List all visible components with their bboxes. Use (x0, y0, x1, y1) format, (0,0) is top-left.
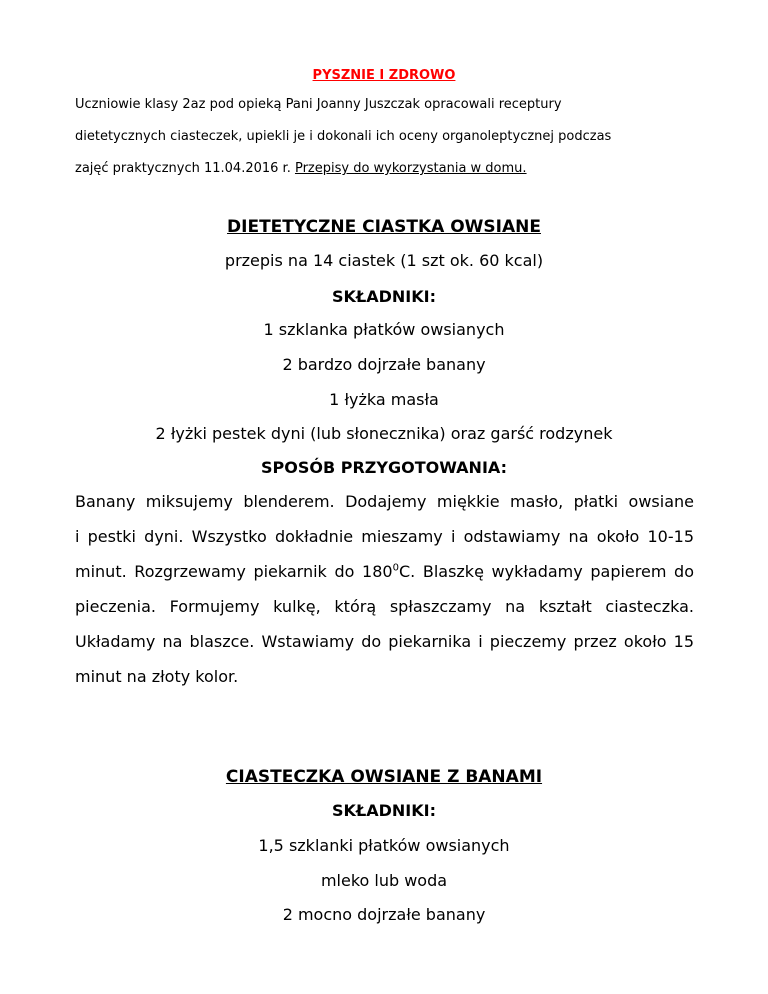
recipe1-ingredient: 1 łyżka masła (329, 390, 439, 409)
recipe1-method-line: pieczenia. Formujemy kulkę, którą spłaszczamy na kształt ciasteczka. (75, 597, 694, 616)
intro-line-2: dietetycznych ciasteczek, upiekli je i dokonali ich oceny organoleptycznej podczas (75, 129, 612, 144)
page-title: PYSZNIE I ZDROWO (312, 68, 456, 83)
intro-line-3 (75, 161, 527, 176)
recipe1-ingredient: 2 bardzo dojrzałe banany (282, 355, 486, 374)
recipe1-method-line: Banany miksujemy blenderem. Dodajemy miękkie masło, płatki owsiane (75, 492, 694, 511)
recipe1-ingredient: 2 łyżki pestek dyni (lub słonecznika) oraz garść rodzynek (155, 424, 613, 443)
method-temp-suffix: C. Blaszkę wykładamy papierem do (398, 562, 694, 581)
recipe1-ingredient: 1 szklanka płatków owsianych (263, 320, 505, 339)
recipe1-method-line: Układamy na blaszce. Wstawiamy do piekarnika i pieczemy przez około 15 (75, 632, 694, 651)
method-temp-prefix: minut. Rozgrzewamy piekarnik do 180 (75, 562, 393, 581)
recipe2-ingredient: mleko lub woda (320, 871, 448, 890)
intro-date-text: zajęć praktycznych 11.04.2016 r. (75, 161, 295, 176)
recipe1-ingredients-heading: SKŁADNIKI: (332, 287, 436, 306)
recipe2-ingredient: 2 mocno dojrzałe banany (282, 905, 486, 924)
recipe1-method-line (75, 562, 694, 581)
method-temp-degree: 0 (392, 562, 399, 574)
recipe1-method-line: i pestki dyni. Wszystko dokładnie mieszamy i odstawiamy na około 10-15 (75, 527, 694, 546)
intro-underlined-note: Przepisy do wykorzystania w domu. (294, 161, 527, 176)
recipe1-title: DIETETYCZNE CIASTKA OWSIANE (227, 217, 541, 237)
recipe2-title: CIASTECZKA OWSIANE Z BANAMI (225, 767, 543, 787)
recipe1-method-heading: SPOSÓB PRZYGOTOWANIA: (261, 458, 507, 477)
recipe2-ingredients-heading: SKŁADNIKI: (332, 801, 436, 820)
recipe2-ingredient: 1,5 szklanki płatków owsianych (258, 836, 510, 855)
intro-line-1: Uczniowie klasy 2az pod opieką Pani Joanny Juszczak opracowali receptury (75, 97, 562, 112)
recipe1-method-line: minut na złoty kolor. (75, 667, 239, 686)
recipe1-subtitle: przepis na 14 ciastek (1 szt ok. 60 kcal) (224, 251, 544, 270)
